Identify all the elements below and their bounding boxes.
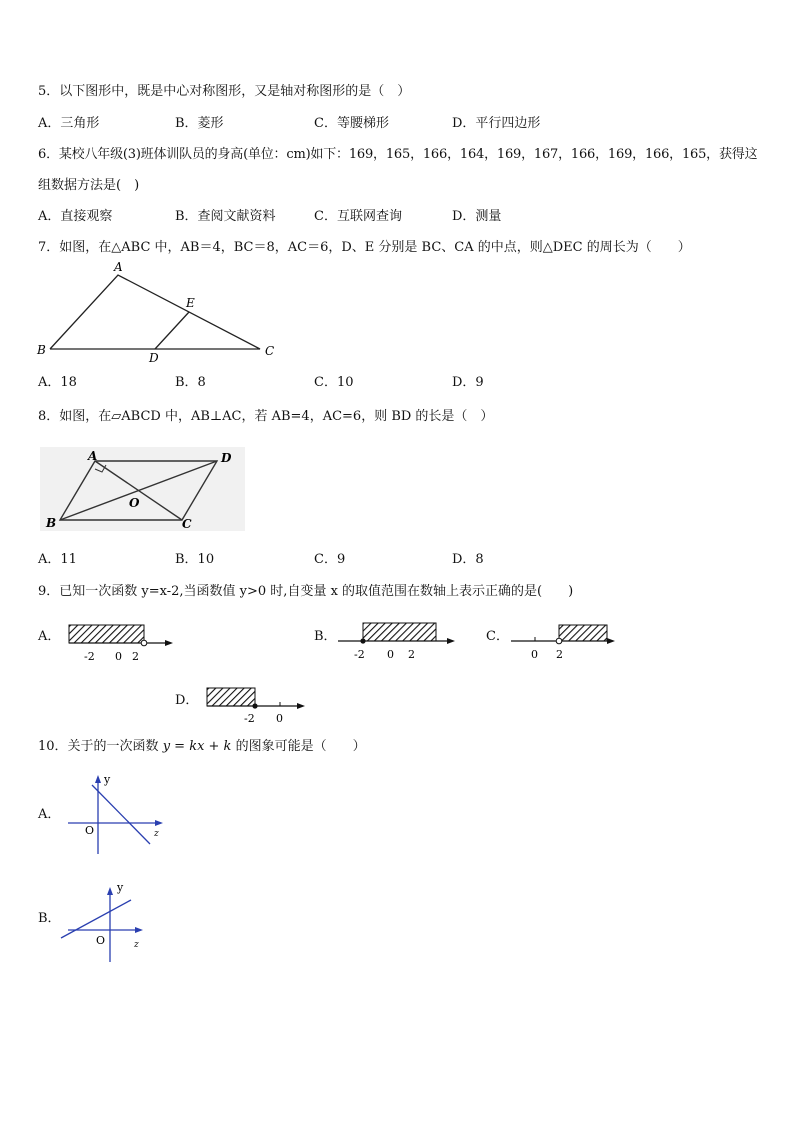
q10-stem — [38, 739, 366, 755]
q6-stem-line2: 组数据方法是( ) — [38, 178, 140, 193]
q8-label-c: C — [182, 517, 192, 531]
q9-d-tick-neg2: -2 — [244, 712, 255, 725]
q8-label-a: A — [88, 449, 98, 463]
q9-a-tick-2: 2 — [132, 650, 139, 663]
q5-stem: 5．以下图形中，既是中心对称图形，又是轴对称图形的是（ ） — [38, 84, 411, 99]
q10-a-origin: O — [85, 824, 95, 837]
q6-option-a[interactable]: A．直接观察 — [38, 209, 113, 224]
q5-option-c[interactable]: C．等腰梯形 — [314, 116, 389, 131]
q10-b-x-label: z — [134, 940, 139, 950]
q8-option-a[interactable]: A．11 — [38, 552, 77, 567]
q9-stem: 9．已知一次函数 y=x-2,当函数值 y>0 时,自变量 x 的取值范围在数轴上表示正确的是( ) — [38, 584, 574, 599]
q10-stem-suffix: 的图象可能是（ ） — [231, 739, 366, 754]
q6-stem-line1: 6．某校八年级(3)班体训队员的身高(单位：cm)如下：169，165，166，164，169，167，166，169，166，165，获得这 — [38, 147, 758, 162]
q7-stem: 7．如图，在△ABC 中，AB＝4，BC＝8，AC＝6，D、E 分别是 BC、CA 的中点，则△DEC 的周长为（ ） — [38, 240, 691, 255]
q5-option-a[interactable]: A．三角形 — [38, 116, 100, 131]
q7-option-d[interactable]: D．9 — [452, 375, 484, 390]
q7-triangle-figure — [30, 258, 290, 368]
q6-option-b[interactable]: B．查阅文献资料 — [175, 209, 276, 224]
q9-option-b-letter[interactable]: B． — [314, 629, 337, 644]
q7-option-a[interactable]: A．18 — [38, 375, 77, 390]
q10-option-b-graph[interactable] — [58, 878, 158, 963]
q10-option-a-letter[interactable]: A． — [38, 807, 61, 822]
q7-segment-de — [155, 312, 189, 349]
q7-option-b[interactable]: B．8 — [175, 375, 206, 390]
q9-option-c-letter[interactable]: C． — [486, 629, 509, 644]
q9-option-c-number-line[interactable] — [511, 620, 626, 664]
q9-c-tick-2: 2 — [556, 648, 563, 661]
q9-option-b-number-line[interactable] — [338, 620, 463, 664]
q8-label-o: O — [129, 496, 140, 510]
q10-option-a-graph[interactable] — [66, 770, 171, 855]
q7-label-b: B — [37, 343, 46, 357]
q7-label-d: D — [149, 351, 159, 365]
q6-option-d[interactable]: D．测量 — [452, 209, 502, 224]
q8-label-d: D — [221, 451, 232, 465]
q9-option-d-number-line[interactable] — [204, 685, 314, 727]
q10-stem-prefix: 10．关于的一次函数 — [38, 739, 163, 754]
q10-b-origin: O — [96, 934, 106, 947]
q9-option-a-letter[interactable]: A． — [38, 629, 61, 644]
q9-b-tick-2: 2 — [408, 648, 415, 661]
q7-triangle-abc — [50, 275, 260, 349]
q7-label-c: C — [265, 344, 275, 358]
q10-a-x-label: z — [154, 829, 159, 839]
q9-d-tick-0: 0 — [276, 712, 283, 725]
q5-option-d[interactable]: D．平行四边形 — [452, 116, 541, 131]
q9-option-d-letter[interactable]: D． — [175, 693, 199, 708]
q7-label-e: E — [186, 296, 195, 310]
q7-option-c[interactable]: C．10 — [314, 375, 354, 390]
q10-formula: y = kx + k — [162, 739, 232, 754]
q9-a-tick-0: 0 — [115, 650, 122, 663]
q10-a-y-label: y — [104, 773, 111, 786]
q10-b-y-label: y — [117, 881, 124, 894]
q6-option-c[interactable]: C．互联网查询 — [314, 209, 402, 224]
q9-option-a-number-line[interactable] — [66, 622, 181, 664]
q8-label-b: B — [46, 516, 57, 530]
q9-b-tick-0: 0 — [387, 648, 394, 661]
q8-option-c[interactable]: C．9 — [314, 552, 346, 567]
q9-b-tick-neg2: -2 — [354, 648, 365, 661]
q8-parallelogram-figure — [40, 447, 250, 532]
q7-label-a: A — [114, 260, 123, 274]
q8-stem: 8．如图，在▱ABCD 中，AB⊥AC，若 AB=4，AC=6，则 BD 的长是（ ） — [38, 409, 494, 424]
q8-option-b[interactable]: B．10 — [175, 552, 215, 567]
q8-option-d[interactable]: D．8 — [452, 552, 484, 567]
q5-option-b[interactable]: B．菱形 — [175, 116, 224, 131]
q10-option-b-letter[interactable]: B． — [38, 911, 61, 926]
q9-a-tick-neg2: -2 — [84, 650, 95, 663]
q9-c-tick-0: 0 — [531, 648, 538, 661]
